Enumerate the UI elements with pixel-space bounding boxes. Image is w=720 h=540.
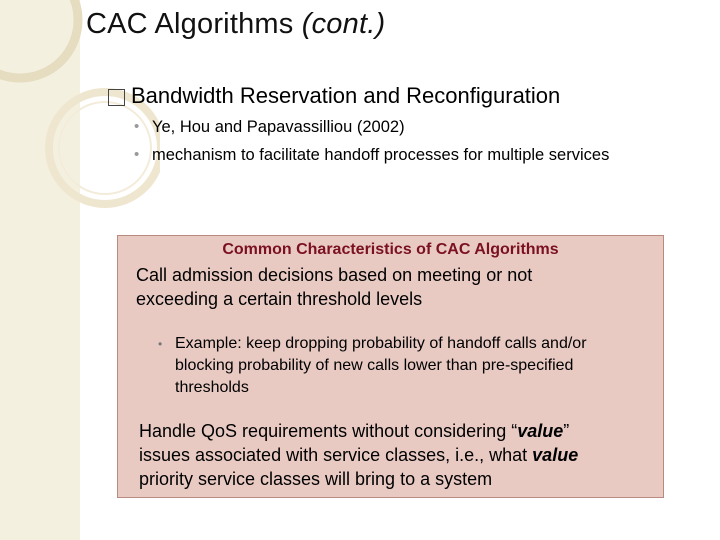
bullet-dot-icon: • — [158, 337, 163, 351]
panel-paragraph-2: Handle QoS requirements without considering “value” issues associated with service classes, i.e., what value priority service classes will bring to a system — [139, 421, 579, 489]
section-heading — [108, 83, 560, 109]
panel-paragraph-1: Call admission decisions based on meeting or not exceeding a certain threshold levels — [136, 265, 533, 309]
panel-title: Common Characteristics of CAC Algorithms — [222, 241, 559, 258]
bullet-list — [134, 113, 609, 169]
bullet-item: • Ye, Hou and Papavassilliou (2002) — [134, 113, 609, 141]
bullet-item: • mechanism to facilitate handoff processes for multiple services — [134, 141, 609, 169]
checkbox-bullet-icon — [108, 89, 125, 106]
slide-title: CAC Algorithms (cont.) — [86, 8, 386, 40]
characteristics-panel — [117, 235, 664, 498]
section-heading-text: Bandwidth Reservation and Reconfiguration — [131, 83, 561, 108]
panel-example-bullet: • Example: keep dropping probability of handoff calls and/or blocking probability of new calls lower than pre-specified thresholds — [158, 335, 587, 396]
